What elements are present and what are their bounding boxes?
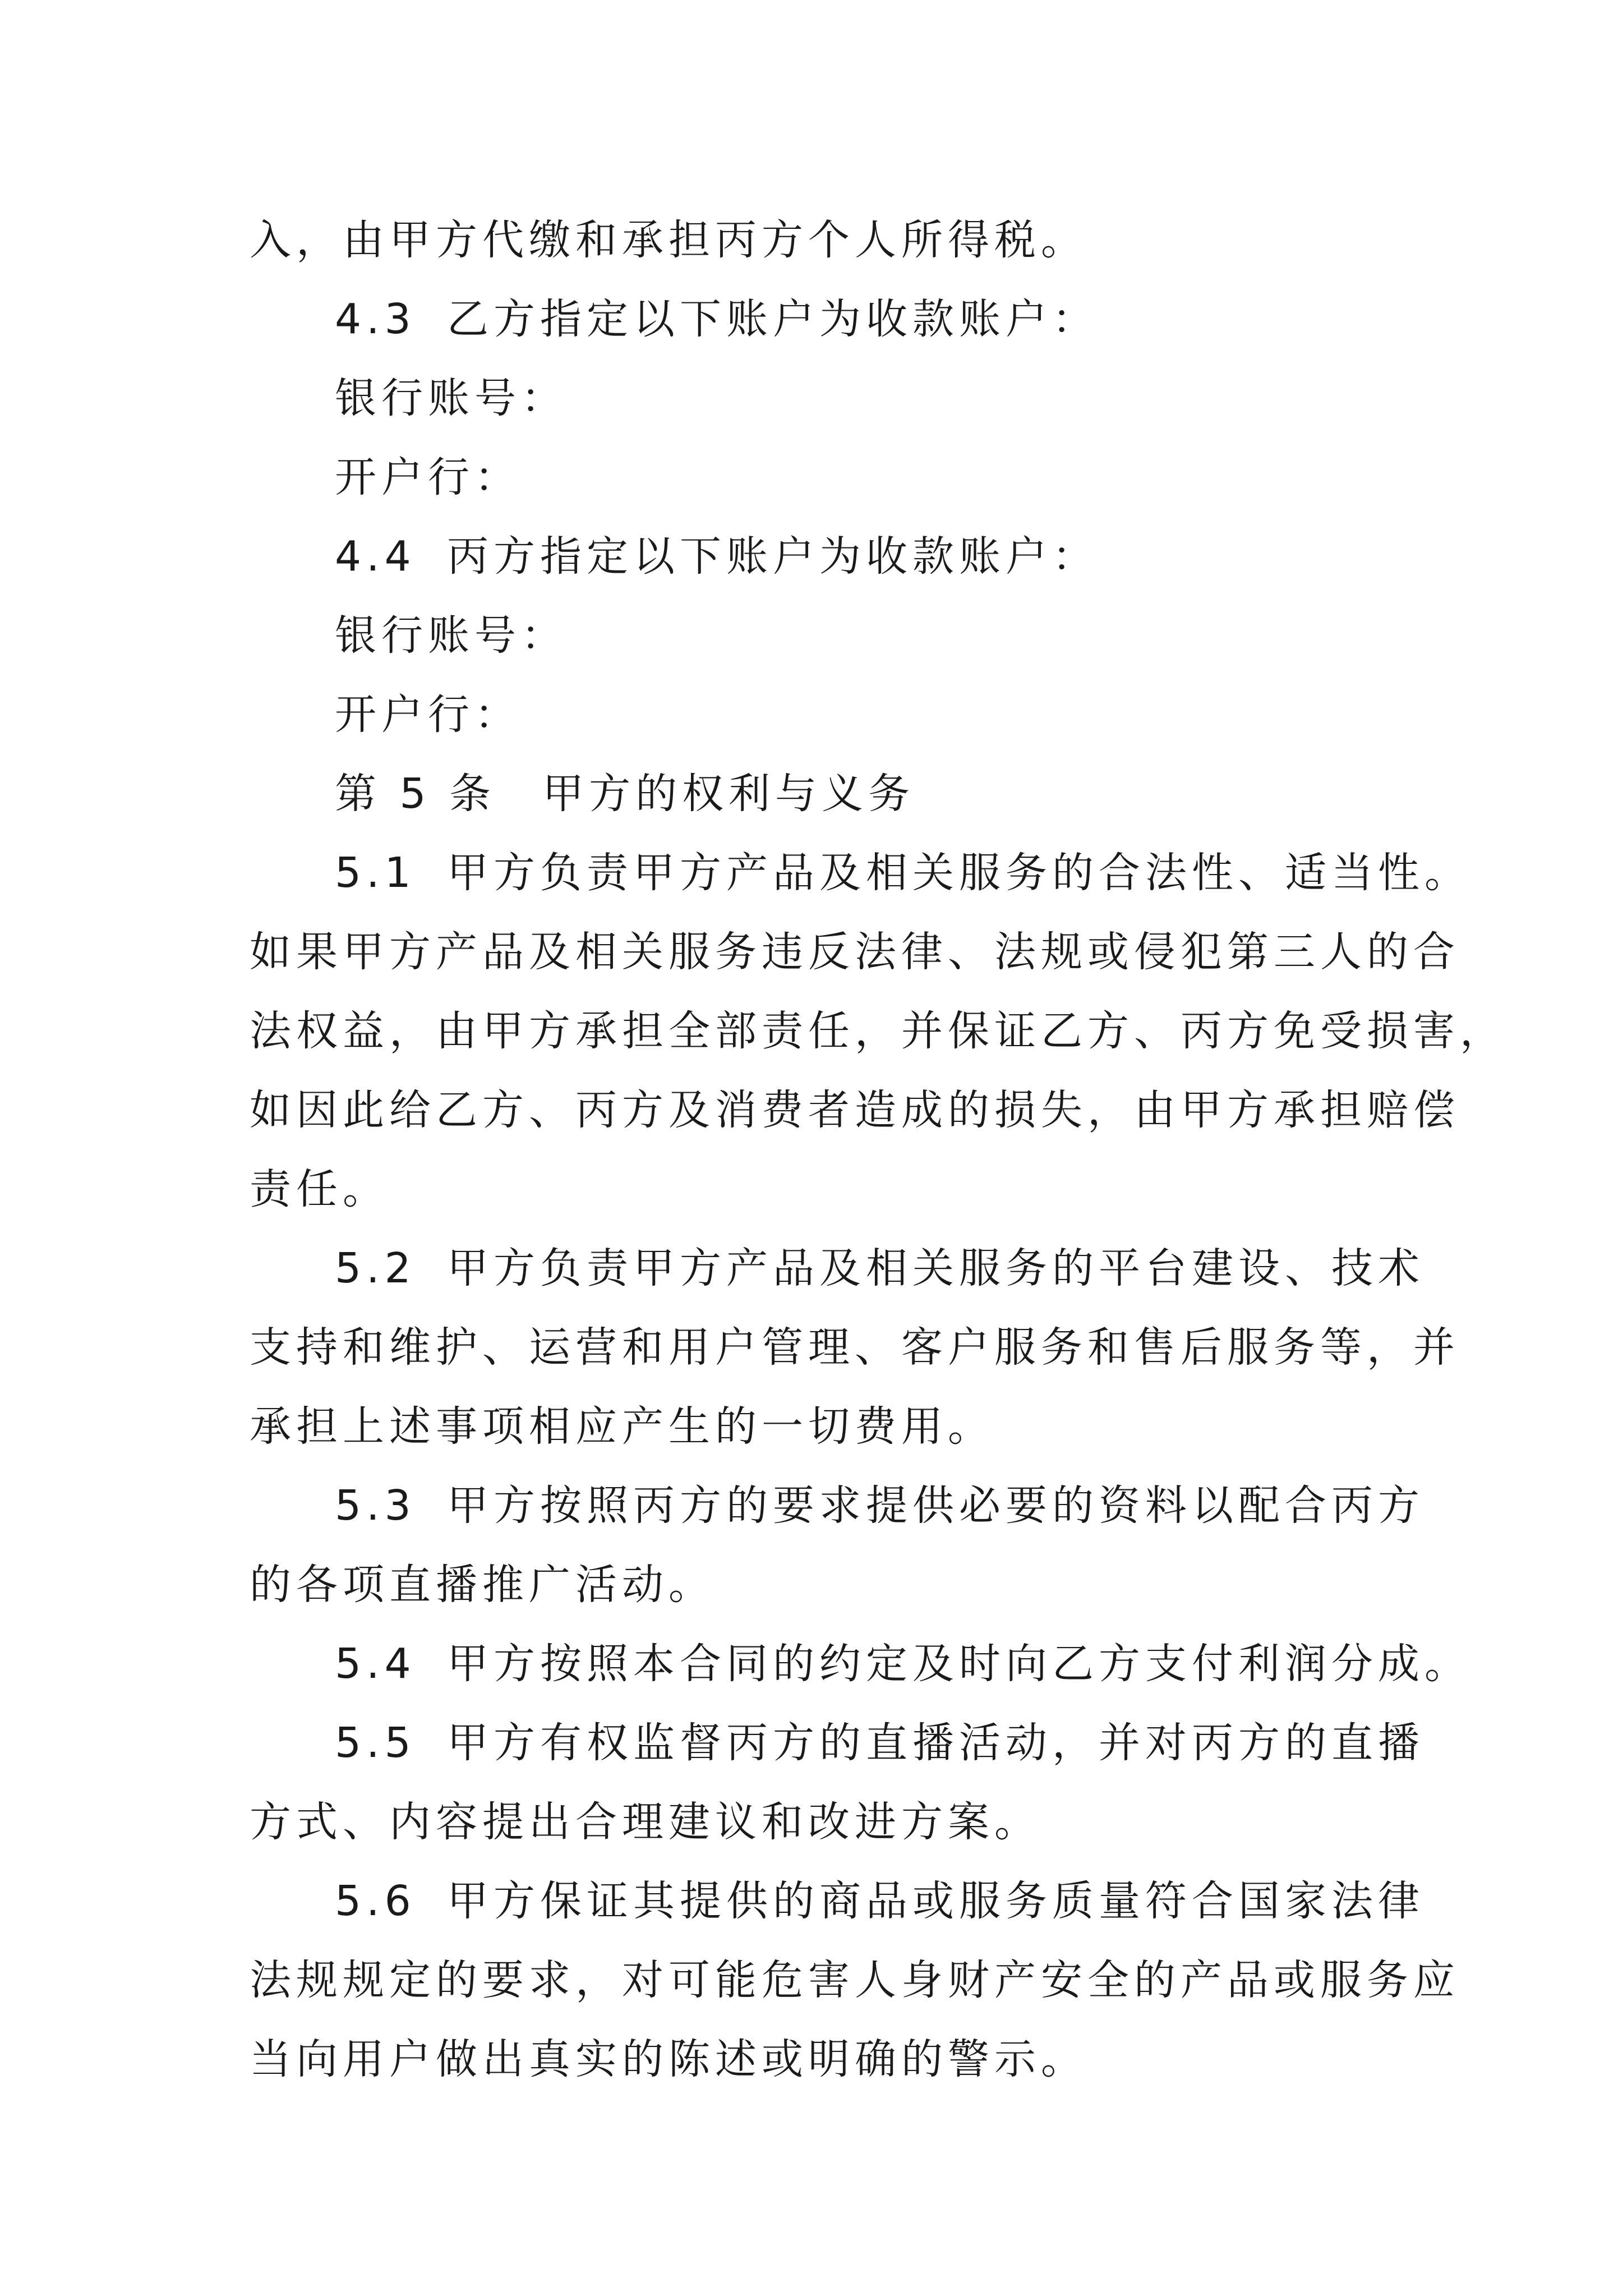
clause-4-3 [250, 280, 1382, 359]
clause-number: 5.5 [335, 1719, 416, 1767]
text-line: 责任。 [250, 1165, 389, 1213]
clause-5-3 [250, 1466, 1424, 1545]
clause-text: 甲方按照本合同的约定及时向乙方支付利润分成。 [447, 1640, 1471, 1688]
text-line: 入，由甲方代缴和承担丙方个人所得税。 [250, 216, 1087, 264]
text-line: 法规规定的要求，对可能危害人身财产安全的产品或服务应 [250, 1956, 1460, 2004]
clause-5-4 [250, 1625, 1471, 1704]
clause-number: 5.3 [335, 1481, 416, 1530]
document-body [250, 201, 1506, 2099]
clause-4-4 [250, 517, 1382, 596]
text-line: 当向用户做出真实的陈述或明确的警示。 [250, 2035, 1087, 2083]
clause-5-2 [250, 1229, 1424, 1308]
clause-5-1 [250, 834, 1471, 913]
section-heading-article-5: 第 5 条 甲方的权利与义务 [335, 770, 915, 818]
clause-number: 4.4 [335, 532, 416, 581]
bank-branch-label: 开户行： [335, 453, 521, 501]
clause-text: 丙方指定以下账户为收款账户： [447, 532, 1099, 581]
clause-number: 5.4 [335, 1640, 416, 1688]
text-line: 的各项直播推广活动。 [250, 1561, 715, 1609]
clause-text: 甲方保证其提供的商品或服务质量符合国家法律 [447, 1877, 1424, 1925]
clause-5-5 [250, 1704, 1424, 1783]
text-line: 支持和维护、运营和用户管理、客户服务和售后服务等，并 [250, 1323, 1460, 1372]
text-line: 方式、内容提出合理建议和改进方案。 [250, 1798, 1041, 1846]
clause-number: 5.1 [335, 849, 416, 897]
text-line: 法权益，由甲方承担全部责任，并保证乙方、丙方免受损害， [250, 1007, 1506, 1055]
bank-branch-label: 开户行： [335, 691, 521, 739]
clause-text: 甲方负责甲方产品及相关服务的平台建设、技术 [447, 1244, 1424, 1292]
clause-5-6 [250, 1862, 1424, 1941]
clause-number: 4.3 [335, 295, 416, 343]
clause-number: 5.6 [335, 1877, 416, 1925]
clause-number: 5.2 [335, 1244, 416, 1292]
text-line: 如果甲方产品及相关服务违反法律、法规或侵犯第三人的合 [250, 928, 1460, 976]
clause-text: 甲方有权监督丙方的直播活动，并对丙方的直播 [447, 1719, 1424, 1767]
clause-text: 甲方负责甲方产品及相关服务的合法性、适当性。 [447, 849, 1471, 897]
bank-account-label: 银行账号： [335, 611, 568, 660]
bank-account-label: 银行账号： [335, 374, 568, 422]
clause-text: 乙方指定以下账户为收款账户： [447, 295, 1099, 343]
text-line: 承担上述事项相应产生的一切费用。 [250, 1402, 994, 1451]
clause-text: 甲方按照丙方的要求提供必要的资料以配合丙方 [447, 1481, 1424, 1530]
text-line: 如因此给乙方、丙方及消费者造成的损失，由甲方承担赔偿 [250, 1086, 1460, 1134]
